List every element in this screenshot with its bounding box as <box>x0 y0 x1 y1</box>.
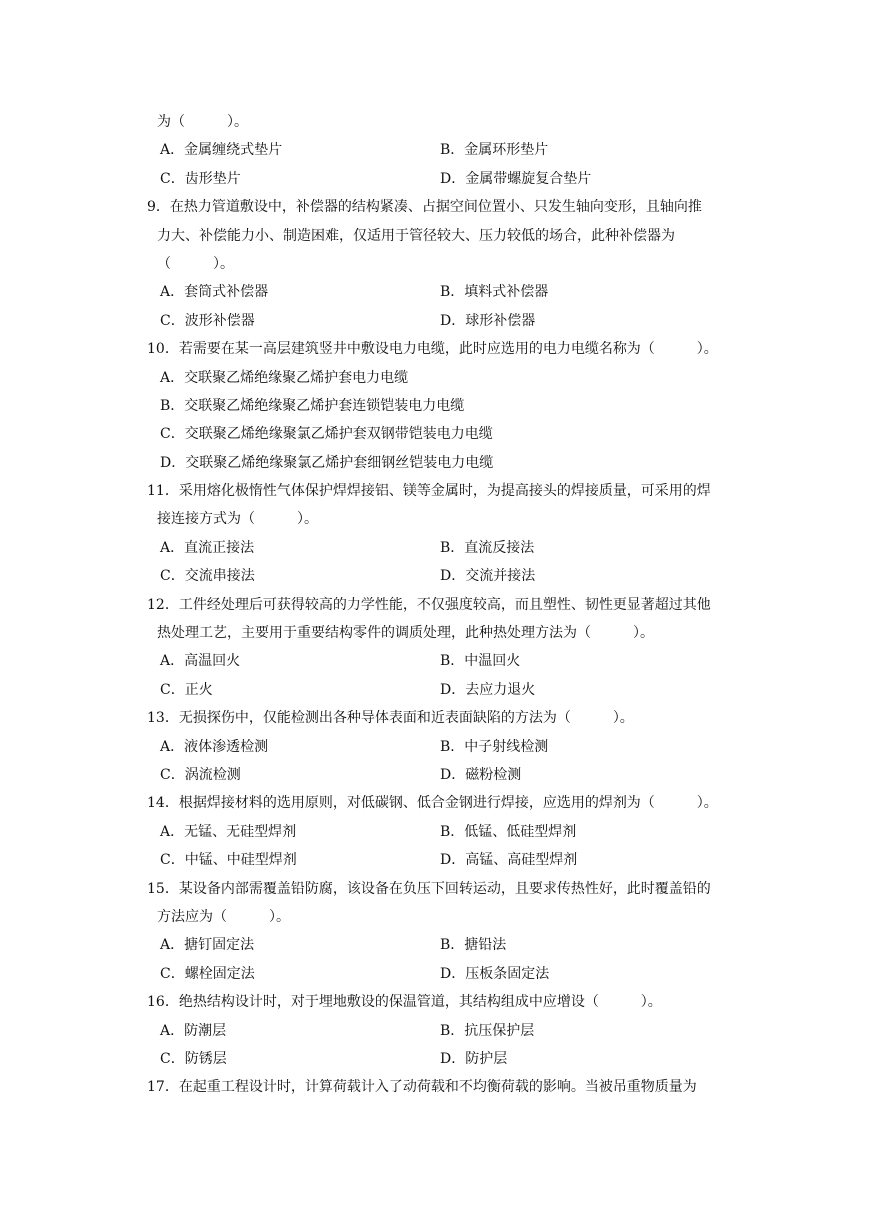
option-c[interactable]: C．交流串接法 <box>160 568 255 585</box>
option-b[interactable]: B．低锰、低硅型焊剂 <box>440 823 577 840</box>
question-14-options-row-2 <box>157 846 737 874</box>
option-a[interactable]: A．防潮层 <box>160 1022 227 1039</box>
option-b[interactable]: B．填料式补偿器 <box>440 284 549 301</box>
question-11-options-row-1 <box>157 534 737 562</box>
question-9-text-cont: 力大、补偿能力小、制造困难，仅适用于管径较大、压力较低的场合，此种补偿器为 <box>157 227 675 244</box>
question-9-text: 9．在热力管道敷设中，补偿器的结构紧凑、占据空间位置小、只发生轴向变形，且轴向推 <box>147 199 702 216</box>
question-15-text-cont: 方法应为（ ）。 <box>157 908 290 925</box>
question-14-text: 14．根据焊接材料的选用原则，对低碳钢、低合金钢进行焊接，应选用的焊剂为（ ）。 <box>147 795 718 812</box>
question-8-options-row-2 <box>157 165 737 193</box>
question-12-options-row-2 <box>157 676 737 704</box>
option-d[interactable]: D．去应力退火 <box>440 681 536 698</box>
option-a[interactable]: A．套筒式补偿器 <box>160 284 269 301</box>
option-b[interactable]: B．抗压保护层 <box>440 1022 535 1039</box>
question-12-text: 12．工件经处理后可获得较高的力学性能，不仅强度较高，而且塑性、韧性更显著超过其他 <box>147 596 711 613</box>
option-c[interactable]: C．正火 <box>160 681 213 698</box>
option-d[interactable]: D．交流并接法 <box>440 568 536 585</box>
question-15-text: 15．某设备内部需覆盖铅防腐，该设备在负压下回转运动，且要求传热性好，此时覆盖铅的 <box>147 880 711 897</box>
question-14-options-row-1 <box>157 818 737 846</box>
option-d[interactable]: D．金属带螺旋复合垫片 <box>440 170 592 187</box>
question-13-text: 13．无损探伤中，仅能检测出各种导体表面和近表面缺陷的方法为（ ）。 <box>147 710 634 727</box>
question-15-options-row-1 <box>157 931 737 959</box>
question-12-text-cont: 热处理工艺，主要用于重要结构零件的调质处理，此种热处理方法为（ ）。 <box>157 625 654 642</box>
question-11-text: 11．采用熔化极惰性气体保护焊焊接铝、镁等金属时，为提高接头的焊接质量，可采用的焊 <box>147 483 711 500</box>
question-list <box>147 108 737 1102</box>
question-11-options-row-2 <box>157 562 737 590</box>
option-b[interactable]: B．中温回火 <box>440 653 521 670</box>
option-c[interactable]: C．中锰、中硅型焊剂 <box>160 852 297 869</box>
question-16-text: 16．绝热结构设计时，对于埋地敷设的保温管道，其结构组成中应增设（ ）。 <box>147 994 662 1011</box>
option-c[interactable]: C．波形补偿器 <box>160 312 255 329</box>
question-12-options-row-1 <box>157 647 737 675</box>
question-16-options-row-2 <box>157 1045 737 1073</box>
option-d[interactable]: D．压板条固定法 <box>440 965 550 982</box>
option-a[interactable]: A．搪钉固定法 <box>160 937 255 954</box>
option-d[interactable]: D．球形补偿器 <box>440 312 536 329</box>
question-8-options-row-1 <box>157 136 737 164</box>
question-16-options-row-1 <box>157 1017 737 1045</box>
option-c[interactable]: C．螺栓固定法 <box>160 965 255 982</box>
option-a[interactable]: A．液体渗透检测 <box>160 738 269 755</box>
question-17-text: 17．在起重工程设计时，计算荷载计入了动荷载和不均衡荷载的影响。当被吊重物质量为 <box>147 1079 697 1096</box>
option-a[interactable]: A．金属缠绕式垫片 <box>160 142 283 159</box>
question-13-options-row-2 <box>157 761 737 789</box>
option-b[interactable]: B．中子射线检测 <box>440 738 549 755</box>
option-b[interactable]: B．搪铅法 <box>440 937 507 954</box>
option-d[interactable]: D．防护层 <box>440 1050 508 1067</box>
question-9-options-row-1 <box>157 278 737 306</box>
option-d[interactable]: D．交联聚乙烯绝缘聚氯乙烯护套细钢丝铠装电力电缆 <box>160 454 494 471</box>
option-b[interactable]: B．交联聚乙烯绝缘聚乙烯护套连锁铠装电力电缆 <box>160 397 465 414</box>
question-10-text: 10．若需要在某一高层建筑竖井中敷设电力电缆，此时应选用的电力电缆名称为（ ）。 <box>147 341 718 358</box>
question-11-text-cont: 接连接方式为（ ）。 <box>157 511 318 528</box>
option-a[interactable]: A．交联聚乙烯绝缘聚乙烯护套电力电缆 <box>160 369 409 386</box>
option-c[interactable]: C．防锈层 <box>160 1050 227 1067</box>
option-c[interactable]: C．交联聚乙烯绝缘聚氯乙烯护套双钢带铠装电力电缆 <box>160 426 493 443</box>
question-9-text-cont: （ ）。 <box>157 255 234 272</box>
question-9-options-row-2 <box>157 307 737 335</box>
question-8-text: 为（ ）。 <box>157 114 248 130</box>
option-a[interactable]: A．高温回火 <box>160 653 241 670</box>
option-d[interactable]: D．磁粉检测 <box>440 766 522 783</box>
option-c[interactable]: C．齿形垫片 <box>160 170 241 187</box>
option-a[interactable]: A．无锰、无硅型焊剂 <box>160 823 297 840</box>
option-b[interactable]: B．直流反接法 <box>440 539 535 556</box>
question-15-options-row-2 <box>157 960 737 988</box>
option-b[interactable]: B．金属环形垫片 <box>440 142 549 159</box>
option-c[interactable]: C．涡流检测 <box>160 766 241 783</box>
question-13-options-row-1 <box>157 733 737 761</box>
option-a[interactable]: A．直流正接法 <box>160 539 255 556</box>
option-d[interactable]: D．高锰、高硅型焊剂 <box>440 852 578 869</box>
